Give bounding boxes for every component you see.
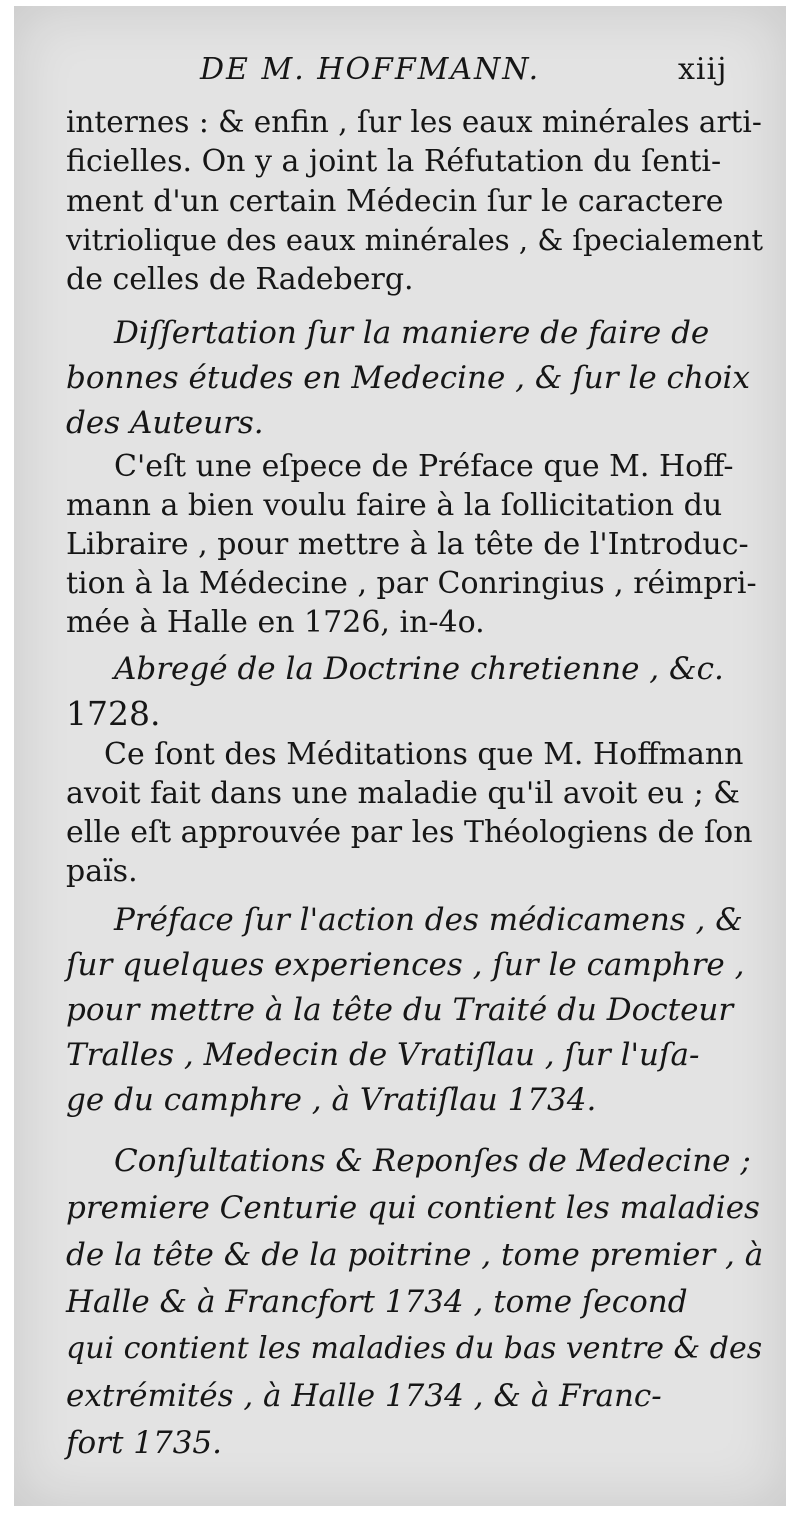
text-line: C'eſt une eſpece de Préface que M. Hoff- bbox=[114, 449, 734, 484]
entry-title-line: Halle & à Francfort 1734 , tome ſecond bbox=[66, 1284, 688, 1320]
entry-title-line: pour mettre à la tête du Traité du Docteur bbox=[66, 992, 734, 1028]
entry-title-line: ge du camphre , à Vratiſlau 1734. bbox=[66, 1082, 597, 1118]
text-line: ficielles. On y a joint la Réfutation du ſenti- bbox=[66, 144, 722, 179]
text-line: avoit fait dans une maladie qu'il avoit eu ; & bbox=[66, 776, 740, 811]
entry-title-line: Abregé de la Doctrine chretienne , &c. bbox=[114, 651, 724, 687]
text-line: internes : & enfin , ſur les eaux minérales arti- bbox=[66, 105, 762, 139]
entry-title-line: Tralles , Medecin de Vratiſlau , ſur l'uſa- bbox=[66, 1037, 700, 1073]
text-line: mann a bien voulu faire à la ſollicitation du bbox=[66, 488, 723, 523]
text-line: Libraire , pour mettre à la tête de l'Introduc- bbox=[66, 527, 749, 562]
entry-title-line: premiere Centurie qui contient les maladies bbox=[66, 1190, 760, 1226]
entry-title-line: ſur quelques experiences , ſur le camphre , bbox=[66, 947, 745, 983]
text-line: Ce ſont des Méditations que M. Hoffmann bbox=[104, 737, 744, 772]
entry-title-line: fort 1735. bbox=[66, 1425, 223, 1461]
entry-title-line: qui contient les maladies du bas ventre & des bbox=[66, 1331, 763, 1366]
entry-title-line: des Auteurs. bbox=[66, 405, 264, 441]
text-line: de celles de Radeberg. bbox=[66, 262, 414, 297]
text-line: ment d'un certain Médecin ſur le caractere bbox=[66, 184, 724, 219]
text-line: elle eſt approuvée par les Théologiens de ſon bbox=[66, 815, 753, 850]
page-number: xiij bbox=[678, 52, 728, 87]
entry-year: 1728. bbox=[66, 694, 161, 733]
entry-title-line: Conſultations & Reponſes de Medecine ; bbox=[114, 1143, 751, 1179]
entry-title-line: Diſſertation ſur la maniere de faire de bbox=[114, 315, 710, 351]
text-line: vitriolique des eaux minérales , & ſpecialement bbox=[66, 223, 764, 257]
text-line: païs. bbox=[66, 854, 138, 889]
running-header: DE M. HOFFMANN. bbox=[200, 52, 541, 87]
text-line: mée à Halle en 1726, in-4o. bbox=[66, 605, 485, 640]
text-line: tion à la Médecine , par Conringius , réimpri- bbox=[66, 566, 757, 601]
entry-title-line: de la tête & de la poitrine , tome premier , à bbox=[66, 1237, 764, 1273]
entry-title-line: extrémités , à Halle 1734 , & à Franc- bbox=[66, 1378, 662, 1414]
entry-title-line: Préface ſur l'action des médicamens , & bbox=[114, 902, 743, 938]
entry-title-line: bonnes études en Medecine , & ſur le choix bbox=[66, 360, 750, 396]
